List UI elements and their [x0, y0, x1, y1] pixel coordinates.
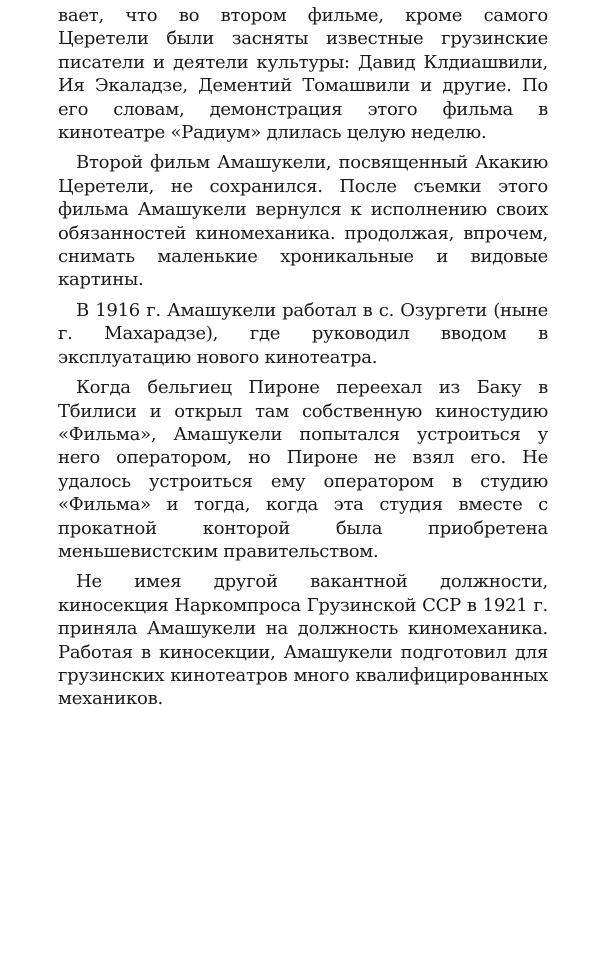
paragraph-1: вает, что во втором фильме, кроме самого Церетели были засняты известные грузинские писатели и деятели культуры: Давид Клдиашвили, Ия Экаладзе, Дементий Томашвили и другие. По его словам, демонстрация этого фильма в кинотеатре «Радиум» длилась целую неделю. — [58, 5, 548, 144]
paragraph-4: Когда бельгиец Пироне переехал из Баку в Тбилиси и открыл там собственную киностудию «Фильма», Амашукели попытался устроиться у него оператором, но Пироне не взял его. Не удалось устроиться ему оператором в студию «Фильма» и тогда, когда эта студия вместе с прокатной конторой была приобретена меньшевистским правительством. — [58, 377, 548, 562]
paragraph-5: Не имея другой вакантной должности, киносекция Наркомпроса Грузинской ССР в 1921 г. приняла Амашукели на должность киномеханика. Работая в киносекции, Амашукели подготовил для грузинских кинотеатров много квалифицированных механиков. — [58, 571, 548, 710]
paragraph-3: В 1916 г. Амашукели работал в с. Озургети (ныне г. Махарадзе), где руководил вводом в эксплуатацию нового кинотеатра. — [58, 299, 548, 368]
paragraph-2: Второй фильм Амашукели, посвященный Акакию Церетели, не сохранился. После съемки этого фильма Амашукели вернулся к исполнению своих обязанностей киномеханика. продолжая, впрочем, снимать маленькие хроникальные и видовые картины. — [58, 152, 548, 291]
page-text — [58, 4, 548, 718]
